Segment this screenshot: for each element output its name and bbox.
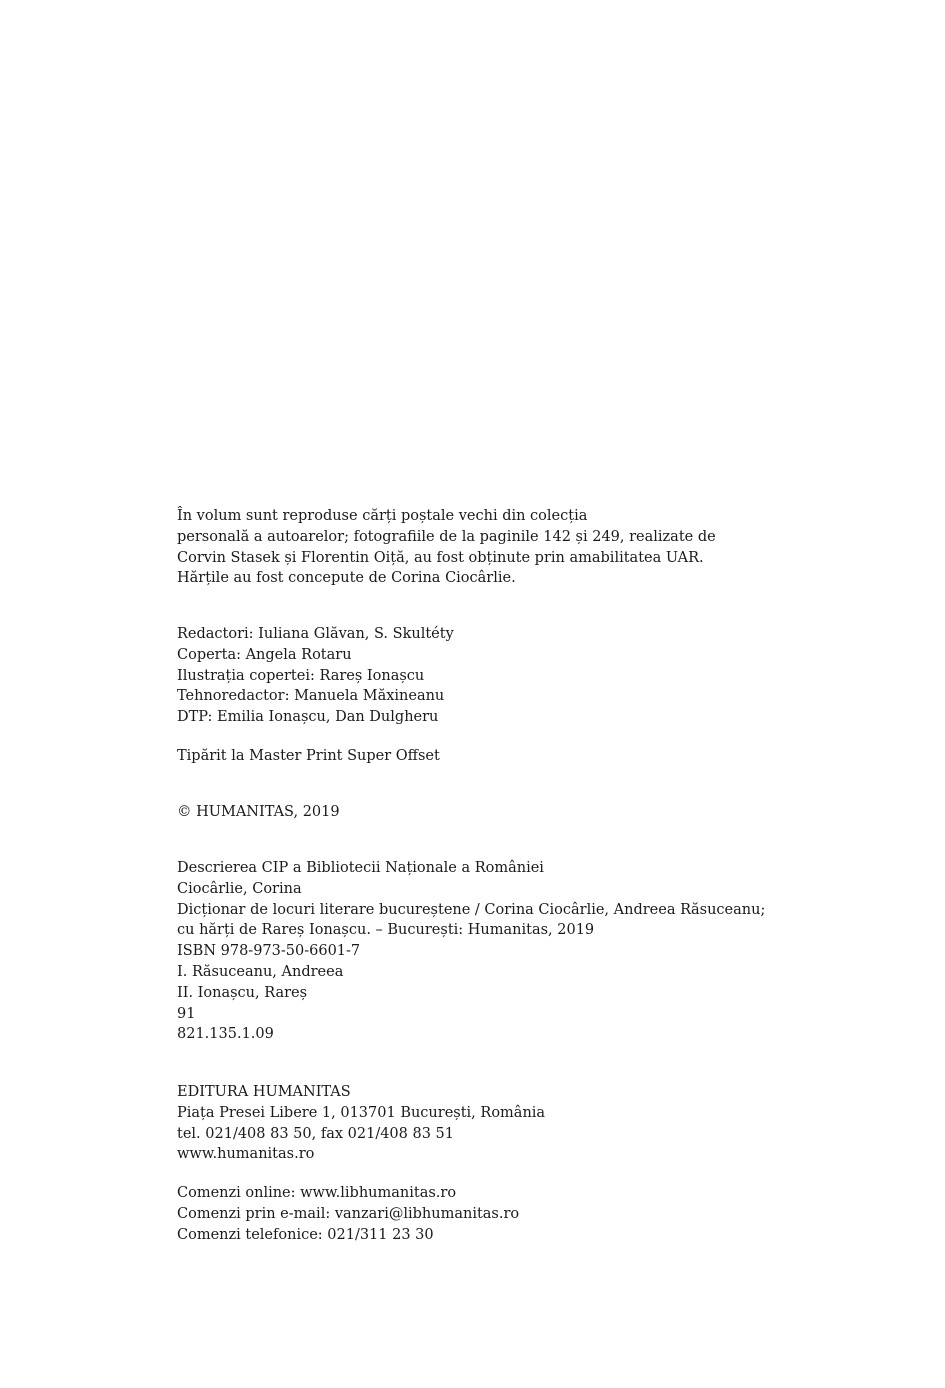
publisher-website: www.humanitas.ro (177, 1146, 315, 1163)
cip-heading: Descrierea CIP a Bibliotecii Naționale a României (177, 860, 544, 876)
editors-line: Redactori: Iuliana Glăvan, S. Skultéty (177, 626, 454, 642)
publisher-name: EDITURA HUMANITAS (177, 1084, 351, 1100)
cip-illustrator: II. Ionașcu, Rareș (177, 984, 308, 1001)
cover-designer-line: Coperta: Angela Rotaru (177, 646, 352, 663)
cip-isbn: ISBN 978-973-50-6601-7 (177, 943, 361, 960)
typesetter-line: Tehnoredactor: Manuela Măxineanu (177, 688, 445, 705)
orders-info (177, 1183, 797, 1245)
orders-phone: Comenzi telefonice: 021/311 23 30 (177, 1226, 434, 1243)
cip-classification: 91 (177, 1005, 196, 1022)
credits-line: Corvin Stasek și Florentin Oiță, au fost obținute prin amabilitatea UAR. (177, 549, 704, 566)
credits-line: În volum sunt reproduse cărți poștale vechi din colecția (177, 508, 588, 524)
cip-author: Ciocârlie, Corina (177, 880, 302, 897)
cip-imprint: cu hărți de Rareș Ionașcu. – București: Humanitas, 2019 (177, 922, 595, 939)
copyright-notice (177, 802, 797, 823)
cip-description (177, 858, 797, 1045)
credits-line: personală a autoarelor; fotografiile de la paginile 142 și 249, realizate de (177, 528, 716, 545)
dtp-line: DTP: Emilia Ionașcu, Dan Dulgheru (177, 709, 439, 726)
cip-udc: 821.135.1.09 (177, 1026, 274, 1043)
cover-illustrator-line: Ilustrația copertei: Rareș Ionașcu (177, 667, 425, 684)
cip-coauthor: I. Răsuceanu, Andreea (177, 963, 344, 980)
printer-info (177, 746, 797, 767)
copyright-line: © HUMANITAS, 2019 (177, 804, 340, 820)
publisher-phone: tel. 021/408 83 50, fax 021/408 83 51 (177, 1125, 454, 1142)
orders-email: Comenzi prin e-mail: vanzari@libhumanitas.ro (177, 1205, 520, 1222)
cip-title: Dicționar de locuri literare bucureștene / Corina Ciocârlie, Andreea Răsuceanu; (177, 901, 766, 918)
credits-line: Hărțile au fost concepute de Corina Ciocârlie. (177, 570, 516, 587)
editorial-staff-list (177, 624, 797, 728)
image-credits-paragraph (177, 506, 797, 589)
orders-online: Comenzi online: www.libhumanitas.ro (177, 1185, 457, 1201)
printer-line: Tipărit la Master Print Super Offset (177, 748, 440, 764)
publisher-street: Piața Presei Libere 1, 013701 București, România (177, 1104, 546, 1121)
publisher-address (177, 1082, 797, 1165)
